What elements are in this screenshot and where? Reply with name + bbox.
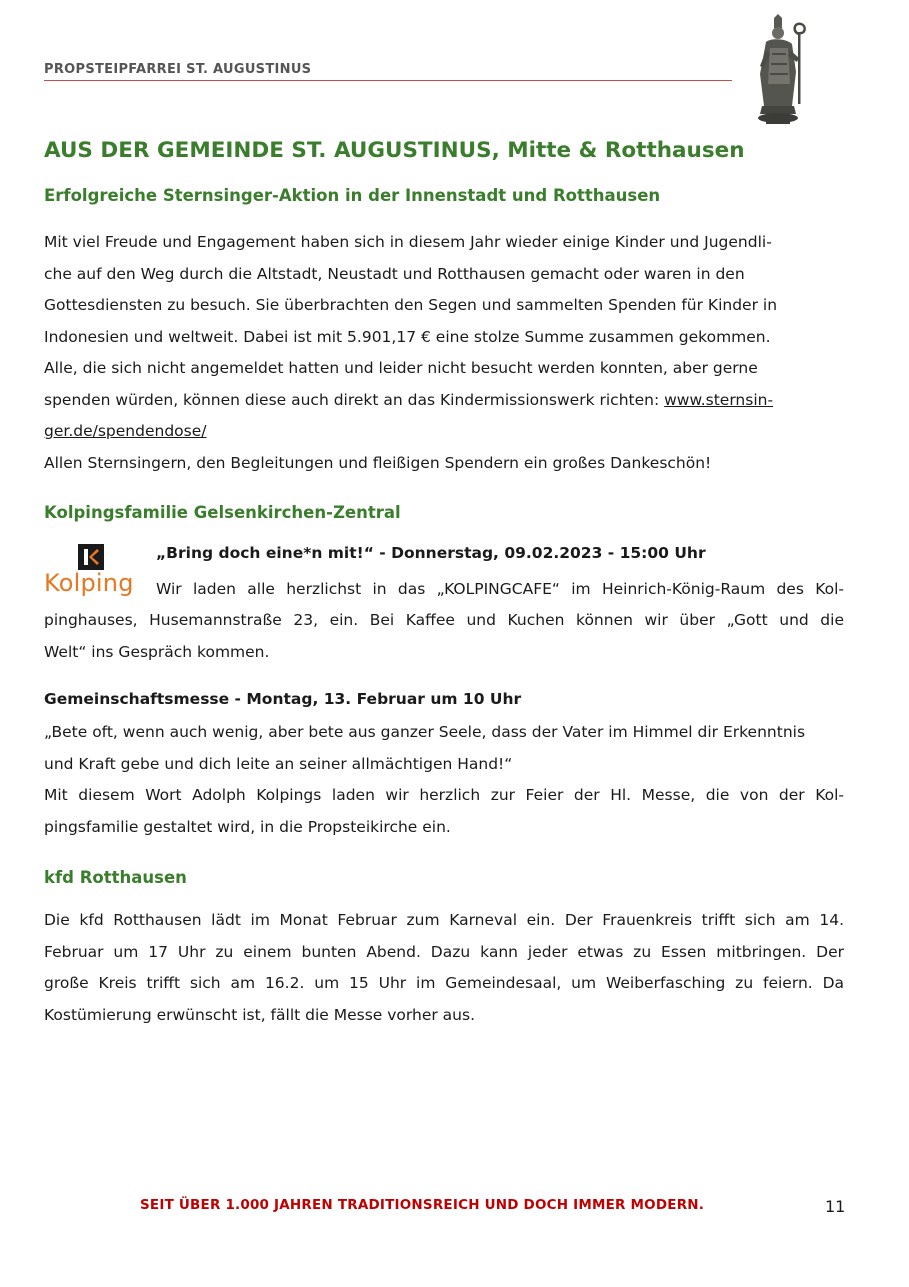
kolping-k-icon [78,544,104,570]
parish-name: PROPSTEIPFARREI ST. AUGUSTINUS [44,62,312,77]
text-line: große Kreis trifft sich am 16.2. um 15 Uhr im Gemeindesaal, um Weiberfasching zu feiern. Da [44,974,844,992]
link-line-prefix: spenden würden, können diese auch direkt an das Kindermissionswerk richten: [44,390,665,409]
text-line: Wir laden alle herzlichst in das „KOLPINGCAFE“ im Heinrich-König-Raum des Kol- [156,580,844,598]
kolping-logo-text: Kolping [44,569,134,597]
kolping-event-title: „Bring doch eine*n mit!“ - Donnerstag, 09.02.2023 - 15:00 Uhr [156,544,706,562]
footer-slogan: SEIT ÜBER 1.000 JAHREN TRADITIONSREICH UND DOCH IMMER MODERN. [140,1197,705,1213]
text-line: Kostümierung erwünscht ist, fällt die Messe vorher aus. [44,1005,475,1024]
text-line: Alle, die sich nicht angemeldet hatten und leider nicht besucht werden konnten, aber gerne [44,359,758,377]
sternsinger-donation-link-cont[interactable]: ger.de/spendendose/ [44,422,207,440]
sternsinger-text [44,227,844,479]
text-line: Februar um 17 Uhr zu einem bunten Abend. Dazu kann jeder etwas zu Essen mitbringen. Der [44,942,844,961]
text-line [44,416,844,448]
page-number: 11 [825,1197,846,1216]
text-line: che auf den Weg durch die Altstadt, Neustadt und Rotthausen gemacht oder waren in den [44,264,745,283]
main-heading: AUS DER GEMEINDE ST. AUGUSTINUS, Mitte & Rotthausen [44,138,745,163]
mass-title: Gemeinschaftsmesse - Montag, 13. Februar um 10 Uhr [44,690,522,708]
text-line: Die kfd Rotthausen lädt im Monat Februar zum Karneval ein. Der Frauenkreis trifft sich am 14. [44,911,844,929]
kfd-heading: kfd Rotthausen [44,868,187,887]
kolping-logo-icon [78,544,104,570]
kolping-heading: Kolpingsfamilie Gelsenkirchen-Zentral [44,503,401,522]
sternsinger-heading: Erfolgreiche Sternsinger-Aktion in der Innenstadt und Rotthausen [44,186,661,205]
header-divider [44,80,732,81]
text-line [44,385,844,417]
text-line: Welt“ ins Gespräch kommen. [44,642,270,661]
saint-statue-icon [752,14,814,126]
thanks-line: Allen Sternsingern, den Begleitungen und fleißigen Spendern ein großes Dankeschön! [44,453,712,472]
quote-line: „Bete oft, wenn auch wenig, aber bete aus ganzer Seele, dass der Vater im Himmel dir Erkenntnis [44,723,806,741]
text-line: Mit viel Freude und Engagement haben sich in diesem Jahr wieder einige Kinder und Jugendli- [44,233,772,251]
text-line: pingsfamilie gestaltet wird, in die Propsteikirche ein. [44,817,451,836]
mass-text [44,717,844,843]
kolping-event-text [156,574,844,606]
sternsinger-donation-link[interactable]: www.sternsin- [664,390,774,409]
text-line: Gottesdiensten zu besuch. Sie überbrachten den Segen und sammelten Spenden für Kinder in [44,296,778,314]
text-line: Indonesien und weltweit. Dabei ist mit 5.901,17 € eine stolze Summe zusammen gekommen. [44,327,771,346]
kfd-text [44,905,844,1031]
kolping-event-text-cont [44,605,844,668]
text-line: Mit diesem Wort Adolph Kolpings laden wir herzlich zur Feier der Hl. Messe, die von der Kol- [44,786,844,804]
text-line: pinghauses, Husemannstraße 23, ein. Bei Kaffee und Kuchen können wir über „Gott und die [44,611,844,629]
quote-line: und Kraft gebe und dich leite an seiner allmächtigen Hand!“ [44,754,513,773]
